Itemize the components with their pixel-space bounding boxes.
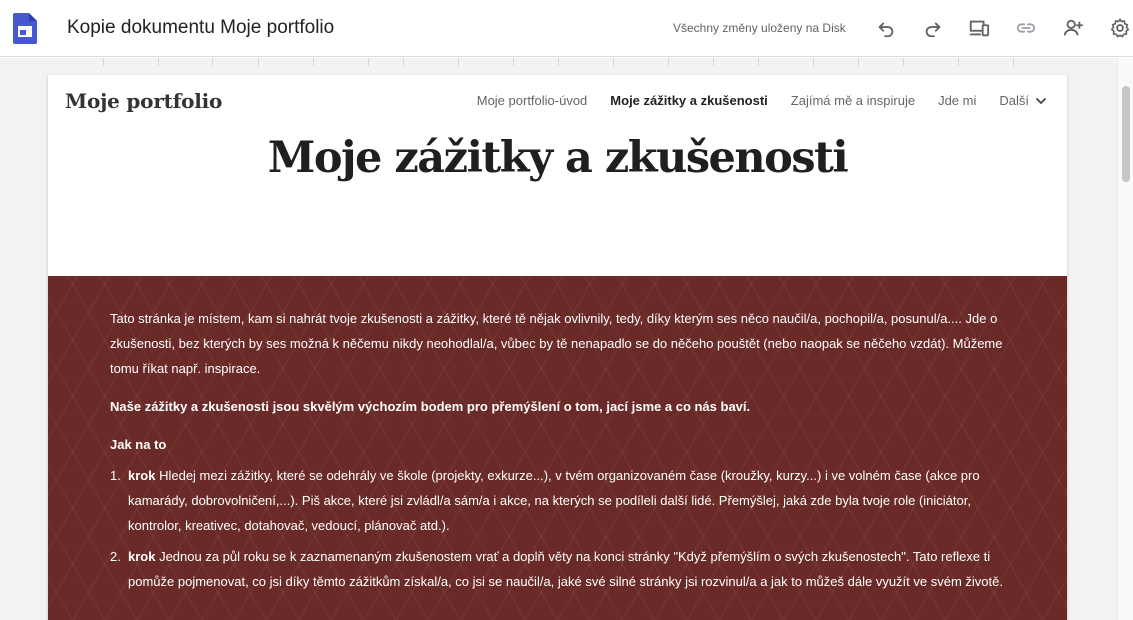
step-number: 1. <box>110 468 121 483</box>
site-header[interactable] <box>48 75 1067 276</box>
site-page-preview[interactable] <box>48 75 1067 620</box>
editor-topbar <box>0 0 1133 57</box>
nav-item-jde-mi[interactable]: Jde mi <box>938 93 977 108</box>
highlight-paragraph: Naše zážitky a zkušenosti jsou skvělým výchozím bodem pro přemýšlení o tom, jací jsme a co nás baví. <box>110 399 751 414</box>
content-text-box[interactable] <box>110 306 1010 600</box>
list-item <box>110 463 1010 538</box>
step-label: krok <box>128 468 156 483</box>
steps-list <box>110 463 1010 594</box>
step-number: 2. <box>110 549 121 564</box>
site-navigation <box>477 93 1047 108</box>
settings-gear-icon[interactable] <box>1108 16 1132 40</box>
intro-paragraph: Tato stránka je místem, kam si nahrát tvoje zkušenosti a zážitky, které tě nějak ovlivnily, tedy, díky kterým ses něco naučil/a, pochopil/a, posunul/a.... Jde o zkušenosti, bez kterých by ses možná k něčemu nikdy neohodlal/a, vůbec by tě nenapadlo se do něčeho pouštět (nebo naopak se něčeho vzdát). Můžeme tomu říkat např. inspirace. <box>110 311 1003 376</box>
step-text: Hledej mezi zážitky, které se odehrály ve škole (projekty, exkurze...), v tvém organizovaném čase (kroužky, kurzy...) i ve volném čase (akce pro kamarády, dobrovolničení,...). Piš akce, které jsi zvládl/a sám/a i akce, na kterých se podíleli další lidé. Přemýšlej, jaká zde byla tvoje role (iniciátor, kontrolor, kreativec, dotahovač, vedoucí, plánovač atd.). <box>128 468 980 533</box>
chevron-down-icon <box>1035 95 1047 107</box>
howto-heading: Jak na to <box>110 437 167 452</box>
nav-more-label: Další <box>999 93 1029 108</box>
editor-canvas <box>0 58 1117 620</box>
share-add-person-icon[interactable] <box>1061 16 1085 40</box>
undo-icon[interactable] <box>874 16 898 40</box>
step-text: Jednou za půl roku se k zaznamenaným zkušenostem vrať a doplň věty na konci stránky "Když přemýšlím o svých zkušenostech". Tato reflexe ti pomůže pojmenovat, co jsi díky těmto zážitkům získal/a, co jsi se naučil/a, jaké své silné stránky jsi rozvinul/a a jak to můžeš dále využít ve svém životě. <box>128 549 1003 589</box>
redo-icon[interactable] <box>921 16 945 40</box>
preview-devices-icon[interactable] <box>967 16 991 40</box>
save-status: Všechny změny uloženy na Disk <box>673 21 846 35</box>
document-title[interactable]: Kopie dokumentu Moje portfolio <box>67 17 335 38</box>
scrollbar-thumb[interactable] <box>1122 86 1130 182</box>
link-icon[interactable] <box>1014 16 1038 40</box>
sites-logo-icon[interactable] <box>13 13 37 44</box>
site-name[interactable]: Moje portfolio <box>65 89 223 113</box>
nav-item-zazitky[interactable]: Moje zážitky a zkušenosti <box>610 93 768 108</box>
vertical-scrollbar[interactable] <box>1117 58 1133 620</box>
nav-more-button[interactable] <box>999 93 1047 108</box>
nav-item-inspiruje[interactable]: Zajímá mě a inspiruje <box>790 93 916 108</box>
step-label: krok <box>128 549 156 564</box>
page-title[interactable]: Moje zážitky a zkušenosti <box>267 133 848 183</box>
list-item <box>110 544 1010 594</box>
content-section[interactable] <box>48 276 1067 620</box>
nav-item-uvod[interactable]: Moje portfolio-úvod <box>476 93 588 108</box>
ruler-guides <box>0 58 1117 66</box>
